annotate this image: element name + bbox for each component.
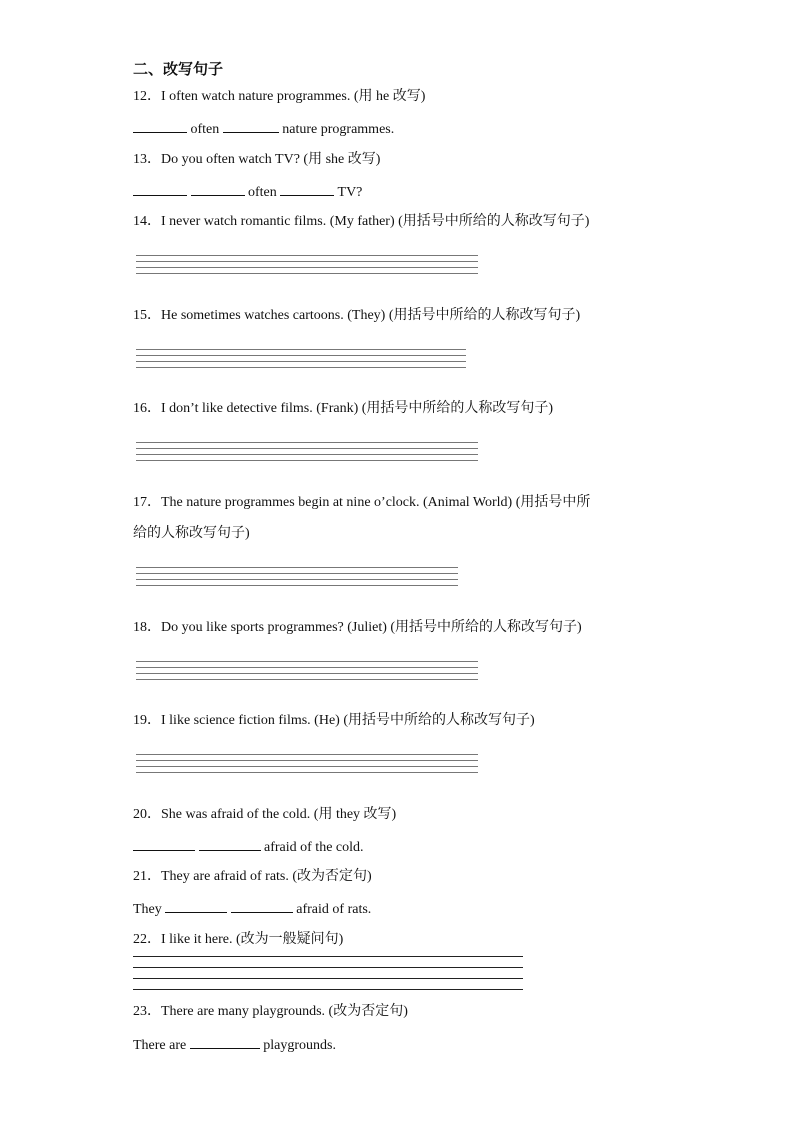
question-17-prompt-line1: 17．The nature programmes begin at nine o’clock. (Animal World) (用括号中所 [133, 495, 591, 510]
answer-blank[interactable] [190, 1035, 260, 1049]
question-15-prompt: 15．He sometimes watches cartoons. (They) (用括号中所给的人称改写句子) [133, 308, 581, 323]
answer-blank[interactable] [231, 899, 293, 913]
answer-text: often [248, 185, 277, 200]
answer-blank[interactable] [133, 119, 187, 133]
question-23-answer-line [133, 1035, 336, 1055]
question-17-writing-lines[interactable] [136, 567, 458, 591]
question-16-prompt: 16．I don’t like detective films. (Frank) (用括号中所给的人称改写句子) [133, 401, 554, 416]
answer-blank[interactable] [223, 119, 279, 133]
answer-blank[interactable] [165, 899, 227, 913]
question-14-prompt: 14．I never watch romantic films. (My father) (用括号中所给的人称改写句子) [133, 214, 590, 229]
question-20-prompt: 20．She was afraid of the cold. (用 they 改写) [133, 807, 397, 822]
answer-blank[interactable] [191, 182, 245, 196]
answer-text: TV? [337, 185, 363, 200]
answer-text: afraid of the cold. [264, 840, 364, 855]
section-title: 二、改写句子 [133, 62, 224, 78]
question-22-prompt: 22．I like it here. (改为一般疑问句) [133, 932, 344, 947]
question-13-answer-line [133, 182, 362, 202]
question-15-writing-lines[interactable] [136, 349, 466, 373]
answer-prefix: There are [133, 1038, 187, 1053]
question-18-writing-lines[interactable] [136, 661, 478, 685]
question-17-prompt-line2: 给的人称改写句子) [133, 526, 250, 541]
answer-prefix: They [133, 902, 162, 917]
question-12-prompt: 12．I often watch nature programmes. (用 he 改写) [133, 89, 426, 104]
question-20-answer-line [133, 837, 364, 857]
question-14-writing-lines[interactable] [136, 255, 478, 279]
question-18-prompt: 18．Do you like sports programmes? (Juliet) (用括号中所给的人称改写句子) [133, 620, 582, 635]
question-22-writing-lines[interactable] [133, 956, 523, 1000]
answer-text: nature programmes. [282, 122, 395, 137]
question-23-prompt: 23．There are many playgrounds. (改为否定句) [133, 1004, 408, 1019]
question-12-answer-line [133, 119, 394, 139]
question-21-prompt: 21．They are afraid of rats. (改为否定句) [133, 869, 372, 884]
answer-text: afraid of rats. [296, 902, 372, 917]
question-19-prompt: 19．I like science fiction films. (He) (用括号中所给的人称改写句子) [133, 713, 535, 728]
answer-blank[interactable] [280, 182, 334, 196]
question-19-writing-lines[interactable] [136, 754, 478, 778]
answer-text: playgrounds. [263, 1038, 336, 1053]
answer-text: often [190, 122, 220, 137]
question-13-prompt: 13．Do you often watch TV? (用 she 改写) [133, 152, 381, 167]
answer-blank[interactable] [133, 837, 195, 851]
answer-blank[interactable] [199, 837, 261, 851]
question-16-writing-lines[interactable] [136, 442, 478, 466]
question-21-answer-line [133, 899, 371, 919]
answer-blank[interactable] [133, 182, 187, 196]
